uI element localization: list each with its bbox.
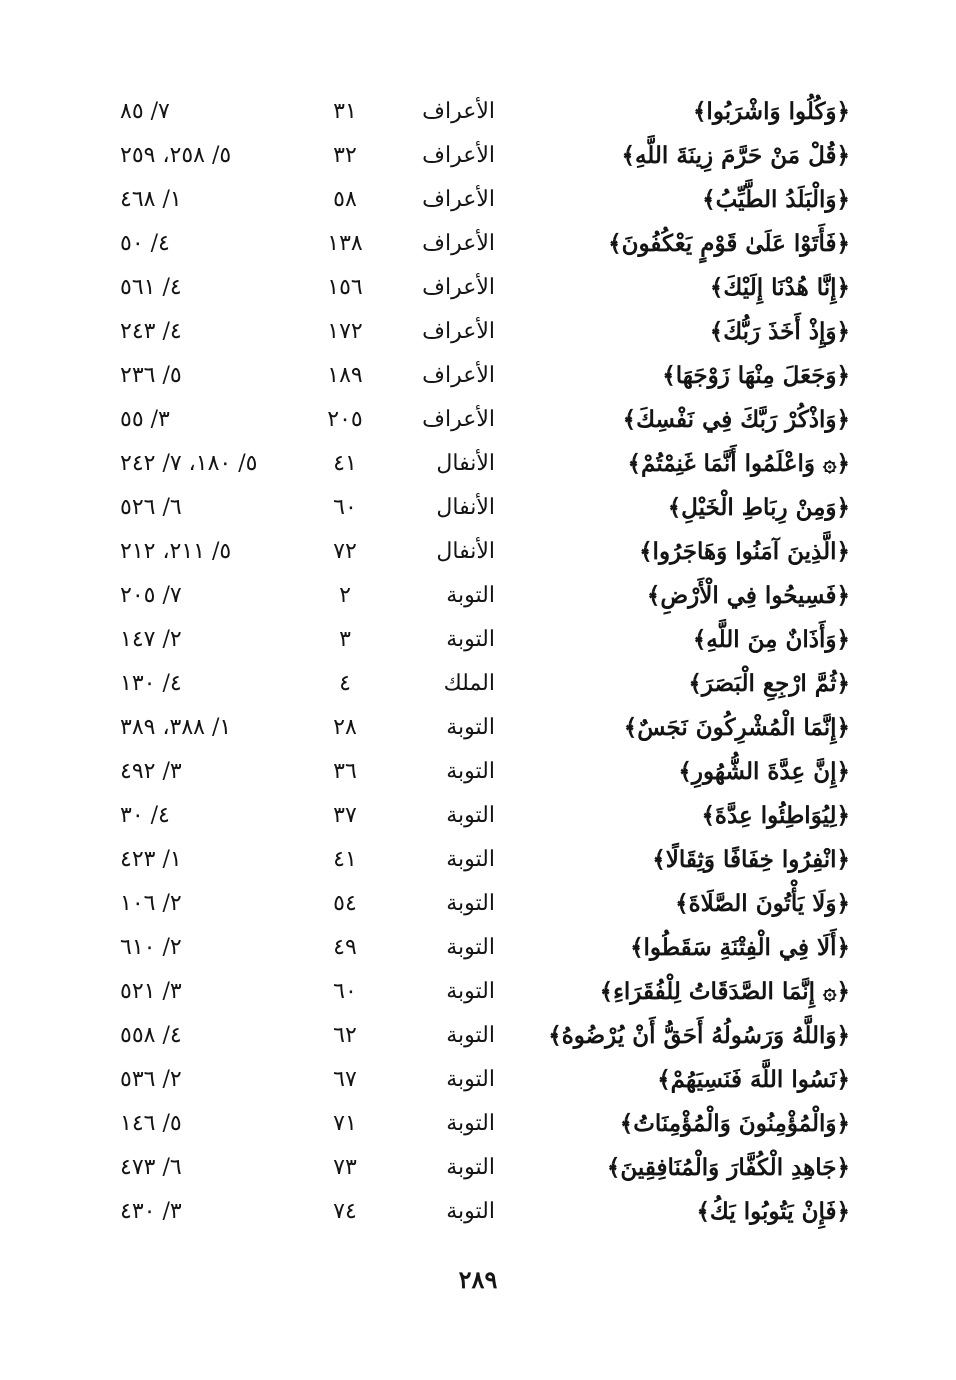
ayah-number: ٧٤ (333, 1199, 357, 1224)
index-row (120, 1190, 850, 1234)
page-number: ٢٨٩ (458, 1265, 498, 1294)
ayah-number: ١٨٩ (327, 363, 363, 388)
volume-page-reference: ٣/ ٤٩٢ (120, 759, 182, 784)
volume-page-reference: ٤/ ٣٠ (120, 803, 170, 828)
index-row (120, 178, 850, 222)
index-row (120, 1014, 850, 1058)
surah-name: الأعراف (422, 143, 495, 168)
verse-text: ﴿فَإِنْ يَتُوبُوا يَكُ﴾ (696, 1198, 850, 1225)
ayah-number: ٧٢ (333, 539, 357, 564)
ayah-number: ٣ (339, 627, 351, 652)
index-row (120, 266, 850, 310)
index-row (120, 618, 850, 662)
verse-text: ﴿وَاذْكُرْ رَبَّكَ فِي نَفْسِكَ﴾ (622, 406, 850, 433)
ayah-number: ٣١ (333, 99, 357, 124)
index-row (120, 1146, 850, 1190)
verse-text: ﴿وَلَا يَأْتُونَ الصَّلَاةَ﴾ (675, 890, 850, 917)
ayah-number: ١٧٢ (327, 319, 363, 344)
index-row (120, 970, 850, 1014)
ayah-number: ٧١ (333, 1111, 357, 1136)
volume-page-reference: ٤/ ٢٤٣ (120, 319, 182, 344)
surah-name: التوبة (446, 1111, 495, 1136)
ayah-number: ١٥٦ (327, 275, 363, 300)
ayah-number: ٦٠ (333, 495, 357, 520)
volume-page-reference: ٥/ ١٨٠، ٧/ ٢٤٢ (120, 451, 258, 476)
volume-page-reference: ٥/ ١٤٦ (120, 1111, 182, 1136)
index-row (120, 1058, 850, 1102)
volume-page-reference: ٣/ ٤٣٠ (120, 1199, 182, 1224)
index-row (120, 926, 850, 970)
verse-text: ﴿فَسِيحُوا فِي الْأَرْضِ﴾ (646, 582, 850, 609)
ayah-number: ١٣٨ (327, 231, 363, 256)
surah-name: التوبة (446, 759, 495, 784)
surah-name: الأعراف (422, 363, 495, 388)
surah-name: التوبة (446, 803, 495, 828)
surah-name: التوبة (446, 979, 495, 1004)
surah-name: التوبة (446, 1067, 495, 1092)
volume-page-reference: ٤/ ٥٠ (120, 231, 170, 256)
volume-page-reference: ٥/ ٢٥٨، ٢٥٩ (120, 143, 232, 168)
index-row (120, 662, 850, 706)
index-row (120, 574, 850, 618)
verse-text: ﴿وَالْبَلَدُ الطَّيِّبُ﴾ (702, 186, 850, 213)
ayah-number: ٧٣ (333, 1155, 357, 1180)
surah-name: الأعراف (422, 187, 495, 212)
volume-page-reference: ٣/ ٥٥ (120, 407, 170, 432)
volume-page-reference: ٢/ ١٤٧ (120, 627, 182, 652)
volume-page-reference: ٧/ ٢٠٥ (120, 583, 182, 608)
verse-text: ﴿إِنَّمَا الْمُشْرِكُونَ نَجَسٌ﴾ (623, 714, 850, 741)
ayah-number: ٣٢ (333, 143, 357, 168)
verse-text: ﴿۞ إِنَّمَا الصَّدَقَاتُ لِلْفُقَرَاءِ﴾ (599, 978, 850, 1005)
verse-text: ﴿وَالْمُؤْمِنُونَ وَالْمُؤْمِنَاتُ﴾ (619, 1110, 850, 1137)
surah-name: الأنفال (436, 451, 495, 476)
ayah-number: ٦٢ (333, 1023, 357, 1048)
index-row (120, 398, 850, 442)
volume-page-reference: ٥/ ٢٣٦ (120, 363, 182, 388)
ayah-number: ٤١ (333, 451, 357, 476)
surah-name: الأعراف (422, 99, 495, 124)
surah-name: التوبة (446, 627, 495, 652)
volume-page-reference: ٢/ ٥٣٦ (120, 1067, 182, 1092)
verse-text: ﴿وَكُلُوا وَاشْرَبُوا﴾ (692, 98, 850, 125)
volume-page-reference: ٤/ ٥٥٨ (120, 1023, 182, 1048)
surah-name: التوبة (446, 1023, 495, 1048)
index-row (120, 134, 850, 178)
volume-page-reference: ٢/ ٦١٠ (120, 935, 182, 960)
verse-text: ﴿انْفِرُوا خِفَافًا وَثِقَالًا﴾ (652, 846, 850, 873)
surah-name: الأعراف (422, 319, 495, 344)
surah-name: الأعراف (422, 231, 495, 256)
verse-text: ﴿وَأَذَانٌ مِنَ اللَّهِ﴾ (692, 626, 850, 653)
volume-page-reference: ٦/ ٥٢٦ (120, 495, 182, 520)
index-row (120, 750, 850, 794)
volume-page-reference: ١/ ٣٨٨، ٣٨٩ (120, 715, 232, 740)
ayah-number: ٤ (339, 671, 351, 696)
volume-page-reference: ٤/ ٥٦١ (120, 275, 182, 300)
ayah-number: ٢ (339, 583, 351, 608)
index-row (120, 530, 850, 574)
surah-name: الأعراف (422, 407, 495, 432)
verse-text: ﴿۞ وَاعْلَمُوا أَنَّمَا غَنِمْتُمْ﴾ (627, 450, 850, 477)
ayah-number: ٤١ (333, 847, 357, 872)
verse-text: ﴿وَإِذْ أَخَذَ رَبُّكَ﴾ (709, 318, 850, 345)
ayah-number: ٢٨ (333, 715, 357, 740)
verse-text: ﴿إِنَّا هُدْنَا إِلَيْكَ﴾ (709, 274, 850, 301)
verse-text: ﴿فَأَتَوْا عَلَىٰ قَوْمٍ يَعْكُفُونَ﴾ (608, 230, 850, 257)
index-row (120, 442, 850, 486)
ayah-number: ٤٩ (333, 935, 357, 960)
surah-name: الأعراف (422, 275, 495, 300)
index-row (120, 354, 850, 398)
index-row (120, 486, 850, 530)
volume-page-reference: ٦/ ٤٧٣ (120, 1155, 182, 1180)
verse-text: ﴿وَجَعَلَ مِنْهَا زَوْجَهَا﴾ (662, 362, 850, 389)
volume-page-reference: ٥/ ٢١١، ٢١٢ (120, 539, 232, 564)
surah-name: التوبة (446, 891, 495, 916)
verse-text: ﴿ثُمَّ ارْجِعِ الْبَصَرَ﴾ (688, 670, 850, 697)
verse-text: ﴿الَّذِينَ آمَنُوا وَهَاجَرُوا﴾ (639, 538, 850, 565)
volume-page-reference: ٧/ ٨٥ (120, 99, 170, 124)
ayah-number: ٦٠ (333, 979, 357, 1004)
surah-name: التوبة (446, 583, 495, 608)
index-row (120, 310, 850, 354)
verse-text: ﴿أَلَا فِي الْفِتْنَةِ سَقَطُوا﴾ (630, 934, 850, 961)
index-row (120, 838, 850, 882)
surah-name: التوبة (446, 935, 495, 960)
volume-page-reference: ١/ ٤٢٣ (120, 847, 182, 872)
index-row (120, 706, 850, 750)
surah-name: التوبة (446, 1199, 495, 1224)
verse-text: ﴿إِنَّ عِدَّةَ الشُّهُورِ﴾ (678, 758, 850, 785)
index-row (120, 90, 850, 134)
volume-page-reference: ٢/ ١٠٦ (120, 891, 182, 916)
index-row (120, 222, 850, 266)
verse-text: ﴿وَمِنْ رِبَاطِ الْخَيْلِ﴾ (667, 494, 850, 521)
ayah-number: ٣٧ (333, 803, 357, 828)
surah-name: التوبة (446, 715, 495, 740)
verse-text: ﴿لِيُوَاطِئُوا عِدَّةَ﴾ (701, 802, 850, 829)
volume-page-reference: ١/ ٤٦٨ (120, 187, 182, 212)
ayah-number: ٥٤ (333, 891, 357, 916)
surah-name: الأنفال (436, 495, 495, 520)
surah-name: التوبة (446, 847, 495, 872)
index-row (120, 794, 850, 838)
volume-page-reference: ٤/ ١٣٠ (120, 671, 182, 696)
surah-name: الملك (443, 671, 495, 696)
verse-text: ﴿جَاهِدِ الْكُفَّارَ وَالْمُنَافِقِينَ﴾ (606, 1154, 850, 1181)
surah-name: الأنفال (436, 539, 495, 564)
verse-text: ﴿نَسُوا اللَّهَ فَنَسِيَهُمْ﴾ (657, 1066, 850, 1093)
index-row (120, 1102, 850, 1146)
verse-index-table (120, 90, 850, 1234)
ayah-number: ٥٨ (333, 187, 357, 212)
ayah-number: ٦٧ (333, 1067, 357, 1092)
verse-text: ﴿وَاللَّهُ وَرَسُولُهُ أَحَقُّ أَنْ يُرْضُوهُ﴾ (548, 1022, 850, 1049)
verse-text: ﴿قُلْ مَنْ حَرَّمَ زِينَةَ اللَّهِ﴾ (621, 142, 850, 169)
ayah-number: ٢٠٥ (327, 407, 363, 432)
volume-page-reference: ٣/ ٥٢١ (120, 979, 182, 1004)
surah-name: التوبة (446, 1155, 495, 1180)
index-row (120, 882, 850, 926)
ayah-number: ٣٦ (333, 759, 357, 784)
